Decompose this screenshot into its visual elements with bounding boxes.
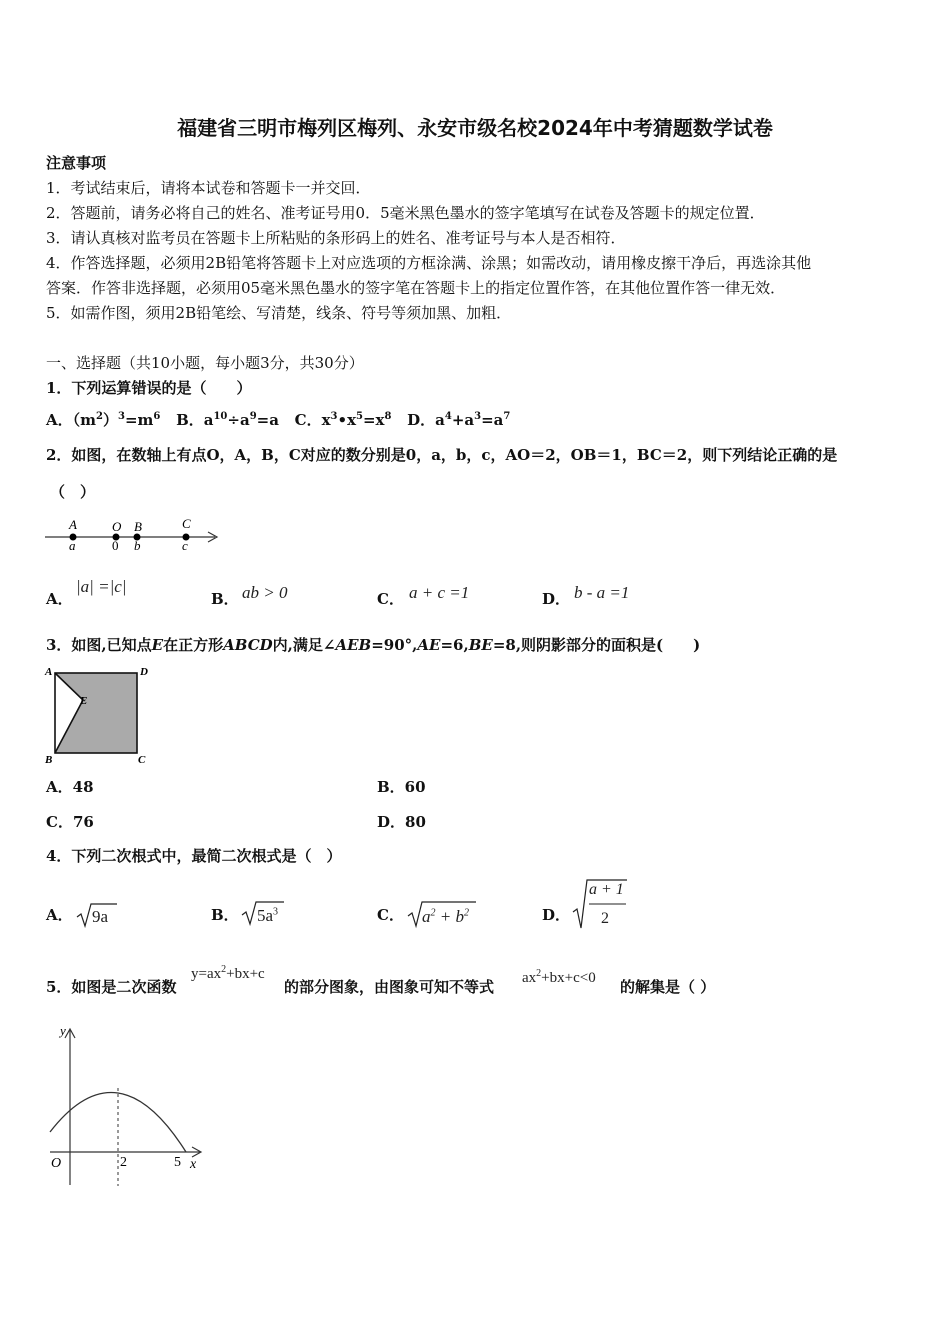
q2-option-b-expr: ab > 0: [242, 583, 288, 602]
label-0: 0: [112, 538, 119, 553]
q1-option-d: D．$a^4+a^3=a^7$: [407, 411, 511, 429]
notice-item: 2．答题前，请务必将自己的姓名、准考证号用0．5毫米黑色墨水的签字笔填写在试卷及答题卡的规定位置．: [46, 204, 765, 222]
q4-option-a-label: A．: [46, 906, 73, 924]
section-heading: 一、选择题（共10小题，每小题3分，共30分）: [46, 354, 364, 372]
q2-option-c-expr: a + c =1: [409, 583, 470, 602]
label-a: a: [69, 538, 76, 553]
square-figure: [40, 662, 160, 768]
q4-option-d-label: D．: [542, 906, 571, 924]
q4-stem: 4．下列二次根式中，最简二次根式是（ ）: [46, 847, 342, 865]
parabola-figure: [40, 1020, 210, 1192]
q5-stem-mid: 的部分图象，由图象可知不等式: [284, 978, 495, 996]
q1-option-c: C．$x^3•x^5=x^8$: [294, 411, 392, 429]
q5-stem-end: 的解集是（ ）: [620, 978, 716, 996]
fig-label-x: x: [190, 1157, 197, 1172]
label-b: b: [134, 538, 141, 553]
q3-option-b: B．60: [377, 778, 426, 796]
q1-options: [46, 409, 510, 430]
number-line-figure: [40, 512, 230, 556]
fig-label-E: E: [80, 695, 88, 707]
label-O: O: [112, 519, 122, 534]
fig-label-2: 2: [120, 1155, 127, 1170]
fig-label-B: B: [45, 754, 53, 766]
label-C: C: [182, 516, 191, 531]
fig-label-C: C: [138, 754, 146, 766]
q2-stem-paren: （ ）: [50, 483, 96, 501]
fig-label-O: O: [51, 1156, 62, 1171]
label-c: c: [182, 538, 188, 553]
label-B: B: [134, 519, 142, 534]
notice-item: 1．考试结束后，请将本试卷和答题卡一并交回．: [46, 179, 371, 197]
q4-option-b-label: B．: [211, 906, 239, 924]
fig-label-D: D: [140, 666, 148, 678]
notice-item: 3．请认真核对监考员在答题卡上所粘贴的条形码上的姓名、准考证号与本人是否相符．: [46, 229, 626, 247]
q2-option-c-label: C．: [377, 590, 404, 608]
fig-label-A: A: [45, 666, 53, 678]
fig-label-5: 5: [174, 1155, 181, 1170]
q5-function: $y=ax^2+bx+c$: [191, 964, 265, 982]
q5-inequality: $ax^2+bx+c<0$: [522, 968, 596, 986]
q4-option-d-numerator: a + 1: [589, 881, 624, 898]
q2-option-a-label: A．: [46, 590, 73, 608]
q3-option-a: A．48: [46, 778, 94, 796]
notice-item: 答案．作答非选择题，必须用05毫米黑色墨水的签字笔在答题卡上的指定位置作答，在其他位置作答一律无效．: [46, 279, 786, 297]
fig-label-y: y: [60, 1023, 66, 1038]
notice-heading: 注意事项: [46, 154, 107, 172]
notice-item: 5．如需作图，须用2B铅笔绘、写清楚，线条、符号等须加黑、加粗．: [46, 304, 512, 322]
q4-option-c-label: C．: [377, 906, 404, 924]
label-A: A: [69, 517, 77, 532]
q4-option-b-expr: $5a^3$: [257, 906, 279, 925]
q1-stem: 1．下列运算错误的是（ ）: [46, 379, 252, 397]
q2-option-d-expr: b - a =1: [574, 583, 630, 602]
page-title: 福建省三明市梅列区梅列、永安市级名校2024年中考猜题数学试卷: [177, 116, 773, 140]
notice-item: 4．作答选择题，必须用2B铅笔将答题卡上对应选项的方框涂满、涂黑；如需改动，请用橡皮擦干净后，再选涂其他: [46, 254, 812, 272]
q1-option-b: B．$a^{10}\div a^9=a$: [176, 411, 279, 429]
q3-option-c: C．76: [46, 813, 94, 831]
q2-stem: 2．如图，在数轴上有点O，A，B，C对应的数分别是0，a，b，c，AO＝2，OB＝1，BC＝2，则下列结论正确的是: [46, 446, 838, 464]
q4-option-d-denominator: 2: [601, 910, 609, 927]
q3-option-d: D．80: [377, 813, 426, 831]
q1-option-a: A．$(m^2)^3=m^6$: [46, 411, 161, 429]
q2-option-a-expr: |a| =|c|: [76, 577, 127, 596]
q4-option-a-expr: 9a: [92, 907, 109, 926]
q2-option-d-label: D．: [542, 590, 571, 608]
q2-option-b-label: B．: [211, 590, 239, 608]
q3-stem: 3．如图,已知点E在正方形ABCD内,满足∠AEB=90°,AE=6,BE=8,则阴影部分的面积是( ): [46, 636, 701, 654]
q4-option-c-expr: $a^2 + b^2$: [422, 907, 469, 926]
q5-stem-pre: 5．如图是二次函数: [46, 978, 177, 996]
